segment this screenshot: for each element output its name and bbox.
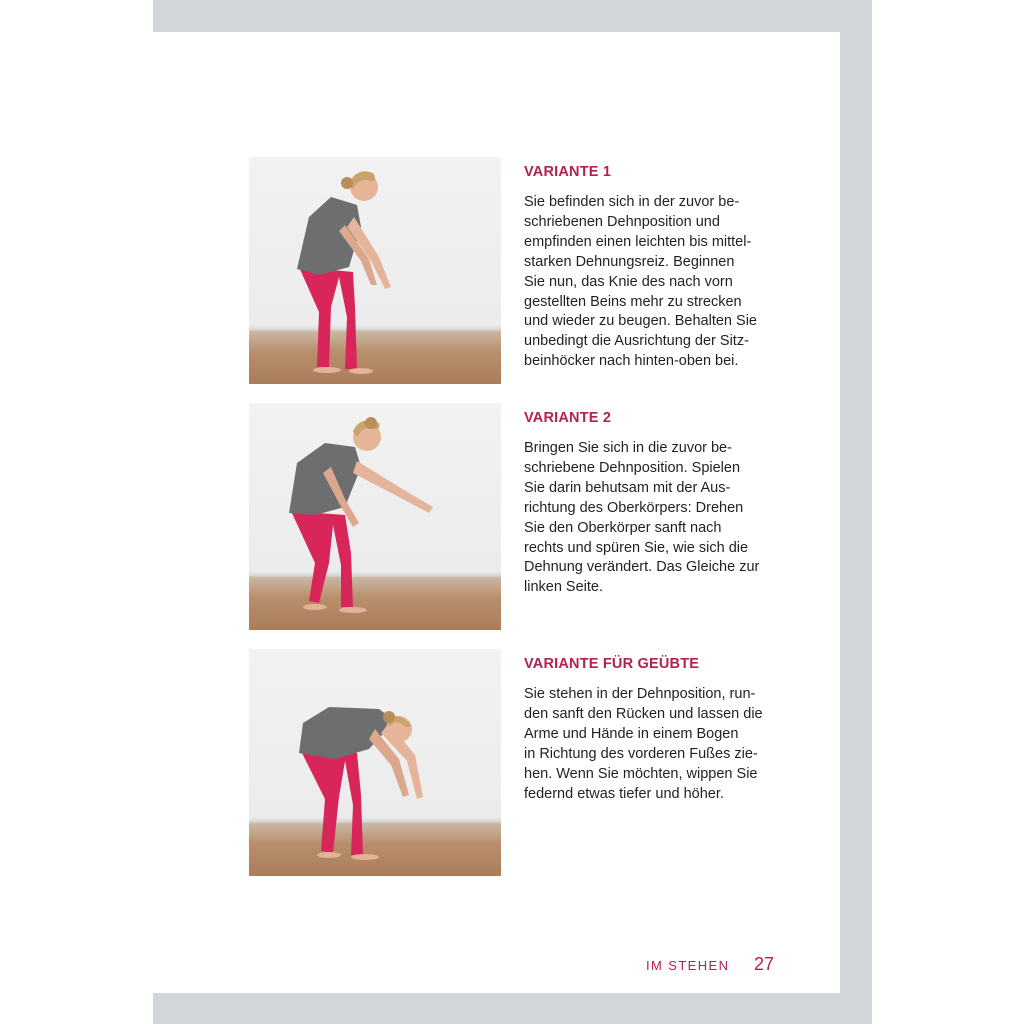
running-footer-section: IM STEHEN	[646, 958, 730, 973]
section-body	[524, 439, 784, 598]
body-line: den sanft den Rücken und lassen die	[524, 705, 763, 722]
body-line: federnd etwas tiefer und höher.	[524, 785, 724, 802]
section-body	[524, 193, 784, 372]
body-line: Sie stehen in der Dehnposition, run-	[524, 686, 756, 702]
section-heading: VARIANTE 2	[524, 410, 612, 426]
body-line: Dehnung verändert. Das Gleiche zur	[524, 559, 760, 576]
body-line: Sie den Oberkörper sanft nach	[524, 519, 722, 536]
body-line: schriebene Dehnposition. Spielen	[524, 459, 741, 476]
body-line: in Richtung des vorderen Fußes zie-	[524, 745, 758, 762]
body-line: unbedingt die Ausrichtung der Sitz-	[524, 333, 749, 350]
body-line: gestellten Beins mehr zu strecken	[524, 293, 742, 310]
exercise-photo-variante-2	[249, 403, 501, 630]
page-number: 27	[754, 954, 775, 974]
body-line: Sie nun, das Knie des nach vorn	[524, 273, 733, 290]
body-line: Bringen Sie sich in die zuvor be-	[524, 440, 732, 456]
body-line: Sie darin behutsam mit der Aus-	[524, 479, 731, 496]
body-line: beinhöcker nach hinten-oben bei.	[524, 353, 739, 370]
section-variante-fuer-geuebte	[524, 655, 784, 804]
body-line: Sie befinden sich in der zuvor be-	[524, 194, 740, 210]
section-body	[524, 685, 784, 804]
exercise-photo-variante-1	[249, 157, 501, 384]
body-line: linken Seite.	[524, 579, 603, 596]
section-heading: VARIANTE 1	[524, 164, 612, 180]
body-line: Arme und Hände in einem Bogen	[524, 725, 739, 742]
body-line: richtung des Oberkörpers: Drehen	[524, 499, 744, 516]
body-line: und wieder zu beugen. Behalten Sie	[524, 313, 757, 330]
body-line: empfinden einen leichten bis mittel-	[524, 233, 752, 250]
section-variante-2	[524, 409, 784, 598]
section-variante-1	[524, 163, 784, 372]
body-line: schriebenen Dehnposition und	[524, 213, 720, 230]
body-line: hen. Wenn Sie möchten, wippen Sie	[524, 765, 758, 782]
section-heading: VARIANTE FÜR GEÜBTE	[524, 656, 700, 672]
exercise-photo-variante-fuer-geuebte	[249, 649, 501, 876]
body-line: rechts und spüren Sie, wie sich die	[524, 539, 749, 556]
body-line: starken Dehnungsreiz. Beginnen	[524, 253, 735, 270]
